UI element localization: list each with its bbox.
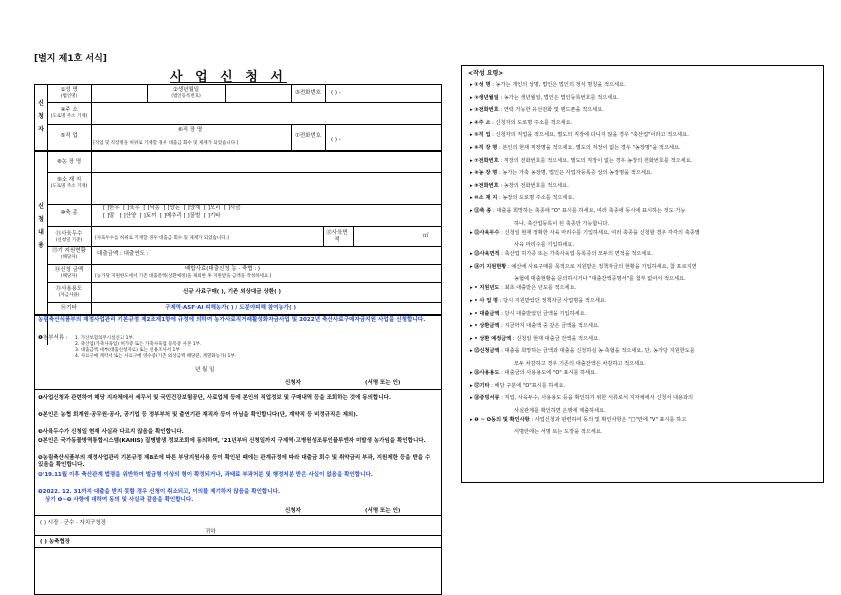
name-label: ①성 명 [60,87,78,93]
guide-item-text: : 농가는 개인의 성명, 법인은 법인의 정식 명칭을 적으세요. [492,82,626,88]
purpose-label: ⑮사용용도 [55,286,83,292]
attachment-item: 2. 축산업(가축사육업) 허가증 또는 가축사육업 등록증 사본 1부. [75,342,202,347]
guide-item [470,347,695,354]
other-label: ⑯기타 [60,305,78,311]
guide-item-text: : 대출을 희망하는 금액과 대출을 신청하실 농·축협을 적으세요, 단, 농가당 지원한도를 [501,348,695,355]
side-char: 신 [38,100,44,107]
guide-item [470,106,604,113]
bullet-icon: ▸ [470,298,475,304]
guide-item [470,81,626,88]
consent-item: ❹본인은 국가동물방역통합시스템(KAHIS) 질병발생 정보조회에 동의하며, '21년부터 신청일까지 구제역·고병원성조류인플루엔자 미발생 농가임을 확인합니다. [38,438,426,444]
guide-item [470,263,697,270]
guide-item-text: : 신청자의 직업을 적으세요, 별도의 직장에 다니지 않을 경우 "축산업"이라고 적으세요. [492,132,689,139]
work-phone-label: ⑦전화번호 [294,133,322,139]
guide-item-text: : 직업, 사육두수, 사용용도 등을 확인하기 위한 서류로서 지자체에서 신청서 내용과의 [501,395,694,402]
guide-item [470,157,692,164]
guide-item-key: ❶ ~ ❻동의 및 확인사항 [474,416,530,423]
guide-item-key: ⑤직 업 [474,132,491,139]
guide-item [470,369,597,376]
guide-item-key: ⑬사육면적 [474,251,500,258]
guide-item-key: ①성 명 [474,82,491,88]
guide-item-text: : 당시 대출받았던 금액을 기입하세요. [501,310,587,317]
phone-value: ( ) - [331,90,341,96]
guide-item [470,94,619,101]
guide-item [470,207,685,214]
guide-item [470,416,686,423]
guide-item-text: : 예산에 사료구매를 목적으로 지원받은 정책자금의 현황을 기입하세요, 참 포로지연 [507,263,697,270]
guide-item [470,229,700,236]
bullet-icon: ▸ [470,132,475,139]
guide-item-text: 농협에 대출현황을 문의하시거나 "대출잔액증명서"를 첨부 없어서 적으세요. [514,276,686,283]
signer-label: 신청자 [285,508,301,514]
consent-summary: 상기 ❶~❼ 사항에 대하여 동의 및 사실과 같음을 확인합니다. [45,497,194,503]
name-sub: (법인명) [60,94,78,99]
support-sub: (해당자) [60,255,78,260]
declaration-text: 농림축산식품부의 재정사업관리 기본규정 제2조제1항에 규정에 의하여 농가사료직거래활성화자금사업 및 2022년 축산사료구매자금지원 사업을 신청합니다. [38,317,426,323]
guide-item-text: : 농가는 생년월일, 법인은 법인등록번호를 적으세요. [500,94,619,101]
purpose-sub: (자금사용) [58,293,80,298]
phone-label: ③전화번호 [294,90,322,96]
side-char: 내 [38,229,44,236]
guide-item-text: : 직장의 전화번호를 적으세요, 별도의 직장이 없는 경우 농장의 전화번호를 적으세요. [500,157,693,164]
guide-item-key: ⑫사육두수 [474,229,500,236]
guide-item [470,297,607,304]
guide-item-text: : 사업신청과 관련하여 동의 및 확인사항은 "□"란에 "V" 표시를 하고 [531,416,687,423]
guide-item [470,310,586,317]
bullet-icon: ▸ [470,251,475,258]
guide-item-key: ⑦전화번호 [474,157,499,164]
guide-item-key: • 사 업 명 [474,298,499,304]
guide-item [470,182,569,189]
signature-field[interactable]: (서명 또는 인) [365,508,401,514]
guide-item [514,220,609,227]
species-label: ⑩축 종 [60,210,78,216]
document-title: 사 업 신 청 서 [170,70,287,85]
address-sub: (도로명 주소 기재) [50,114,88,119]
guide-item [470,144,681,151]
consent-item: ❶사업신청과 관련하여 해당 지자체에서 세무서 및 국민건강보험공단, 사료업체 등에 본인의 직업정보 및 구매내역 등을 조회하는 것에 동의합니다. [38,395,391,401]
bullet-icon: ▸ [470,119,475,126]
bullet-icon: ▸ [470,348,475,355]
consent-item: ❻'19.11월 이후 축산관계 법령을 위반하여 벌금형 이상의 형이 확정되거나, 과태료 부과처분 및 행정처분 받은 사실이 없음을 확인합니다. [38,472,373,478]
side-char: 자 [38,126,44,133]
guide-item [514,407,606,414]
bullet-icon: ▸ [470,335,475,342]
attachments-title: ❶첨부서류 : [38,335,68,341]
attachment-item: 3. 대출금액 세부(대출신청자료) 또는 신용조사서 1부 [75,348,180,353]
guide-item [470,194,574,201]
bullet-icon: ▸ [470,157,475,164]
side-char: 청 [38,216,44,223]
consent-item: ❼2022. 12. 31까지 대출을 받지 못할 경우 신청이 취소되고, 이의를 제기하지 않음을 확인합니다. [38,489,280,495]
guide-item [470,119,572,126]
guide-item-text: : 농가는 가축 농장명, 법인은 사업자등록증 상의 농장명을 적으세요. [498,170,653,177]
guide-item-text: : 당시 지원받았던 정책자금 사업명을 적으세요. [499,298,607,304]
scale-sub: (신청일 기준) [55,238,83,243]
loan-value: 배합사료(대출신청 농 · 축협 : ) [185,266,261,272]
applicant-side-label [37,97,45,136]
guide-item-text: : 최초 대출받은 년도를 적으세요. [501,285,577,292]
guide-item-text: : 본인의 현재 직장명을 적으세요. 별도의 직장이 없는 경우 "농장명"을 적으세요. [498,145,681,151]
other-value[interactable]: 구제역·ASF·AI 피해농가( ) / 도분야피해 참여농가( ) [165,305,297,311]
bullet-icon: ▸ [470,323,475,330]
farm-side-label [37,200,45,252]
location-label: ⑨소 재 지 [56,177,82,183]
guide-item-text: : 대출금의 사용용도에 "O" 표시를 하세요. [501,370,597,376]
guide-item-key: ⑥직 장 명 [474,145,498,151]
form-number-label: [별지 제1호 서식] [34,54,107,64]
guide-item-key: • 상환 예정금액 [474,335,512,342]
application-form [34,84,442,595]
bullet-icon: ▸ [470,229,475,236]
guide-item-key: • 상환금액 [474,323,500,330]
guide-item-text: : 해당 구분에 "O"표시를 하세요. [491,382,566,389]
guide-item-text: : 연락 가능한 유선전화 및 핸드폰을 적으세요. [500,107,604,114]
side-char: 신 [38,203,44,210]
bullet-icon: ▸ [470,416,475,423]
attachment-item: 1. 가산보험의무시설신고 1부. [75,336,135,341]
signer-label: 신청자 [285,380,301,386]
bullet-icon: ▸ [470,145,475,151]
guide-item [470,335,600,342]
work-phone-value: ( ) - [331,137,341,143]
guide-item-key: ②생년월일 [474,94,499,101]
workplace-label: ⑥직 장 명 [177,127,203,133]
bullet-icon: ▸ [470,107,475,114]
guide-item-text: 사육 마리수를 기입하세요. [514,242,575,249]
scale-note: [사육두수를 허위로 기재할 경우 대출금 회수 및 제재가 되었습니다.] [95,236,229,241]
support-value: 대출금액 : 대출연도 : [97,251,149,257]
guide-item [470,394,693,401]
guide-item-key: ⑮신청금액 [474,348,500,355]
guide-item-text: 하나, 축산업등록이 된 축종만 가능합니다. [514,220,610,227]
guide-item-key: • 지원년도 [474,285,500,292]
guide-title: <작성 요령> [468,70,504,77]
guide-item-text: : 농장의 도로명 주소를 적으세요. [498,195,575,202]
side-char: 용 [38,242,44,249]
birth-sub: (법인등록번호) [171,94,201,99]
guide-item-key: • 대출금액 [474,310,500,317]
writing-guide-panel [461,65,824,483]
bullet-icon: ▸ [470,263,475,270]
guide-item [470,322,600,329]
attachment-item: 4. 사료구매 계약서 또는 사료구매 영수증(기존 외상금액 해당분, 계열화농가) 1부. [75,354,237,359]
consent-item: ❷본인은 농협 회계원·공무원·공사, 공기업 등 정부부처 및 출연기관 재직자 등이 아님을 확인합니다(단, 계약직 등 비정규직은 제외). [38,412,358,418]
consent-item: ❺농림축산식품부의 재정사업관리 기본규정 제8조에 따른 부당지원사용 등이 확인된 때에는 관계규정에 따라 대출금 회수 및 취약금리 부과, 지원제한 등을 받을 수 있음을 확인합니다. [38,455,431,468]
bullet-icon: ▸ [470,94,475,101]
bullet-icon: ▸ [470,170,475,177]
guide-item [514,360,646,367]
species-options[interactable]: [ ]한우 [ ]육우 [ ]낙농 [ ]양돈 [ ]양계 [ ]오리 [ ]사슴 [ ]말 [ ]산양 [ ]토끼 [ ]메추리 [ ]꿀벌 [ ]기타 [103,205,241,219]
birth-label: ②생년월일 [172,87,200,93]
area-label: ⑫사육면적 [326,230,348,243]
guide-item [470,169,653,176]
loan-note: [농가당 지원한도에서 기존 대출잔액(상환예정)을 제외한 후 지원받을 금액을 작성하세요.] [95,274,272,279]
guide-item-text: : 신청일 현재 대출금 잔액을 적으세요. [512,335,600,342]
guide-item-key: ④주 소 [474,119,491,126]
consent-item: ❸사육두수가 신청일 현재 사실과 다르지 않음을 확인합니다. [38,429,184,435]
guide-item-key: ⑨전화번호 [474,182,499,189]
guide-item-key: ⑪축 종 [474,208,492,214]
addressee-city: ( ) 시장 · 군수 · 자치구청장 [40,520,107,526]
bullet-icon: ▸ [470,82,475,88]
side-char: 청 [38,113,44,120]
bullet-icon: ▸ [470,182,475,189]
guide-item-text: : 신청자의 도로명 주소를 적으세요. [492,119,573,126]
guide-item-text: : 지금까지 대출액 중 갚은 금액을 적으세요. [501,323,600,330]
guide-item-key: ⑱증빙서류 [474,395,500,402]
loan-label: ⑭신청 금액 [54,267,84,273]
support-label: ⑬기 지원현황 [52,248,86,254]
bullet-icon: ▸ [470,395,475,402]
guide-item-key: ③전화번호 [474,107,499,114]
guide-item-text: : 축산업 허가증 또는 가축사육업 등록증의 모두의 면적을 적으세요. [501,251,654,258]
guide-item [470,284,576,291]
guide-item [514,428,602,435]
loan-sub: (해당자) [60,274,78,279]
guide-item [470,131,689,138]
addressee-suffix: 귀하 [205,529,216,535]
addressee-coop: ( ) 농축협장 [40,539,71,545]
guide-item [470,250,653,257]
guide-item-key: ⑰기타 [474,382,490,389]
guide-item-text: : 신청일 현재 정확한 사육 마리수를 기입하세요, 여러 축종을 신청할 경우 각각의 축종별 [501,229,700,236]
bullet-icon: ▸ [470,285,475,292]
guide-item-key: ⑯사용용도 [474,370,500,376]
bullet-icon: ▸ [470,195,475,202]
guide-item-text: 서명란에는 서명 또는 도장을 적으세요. [514,429,603,436]
bullet-icon: ▸ [470,382,475,389]
guide-item-text: 사실관계를 확인하면 은행에 제출하세요. [514,407,606,414]
scale-label: ⑪사육두수 [55,231,83,237]
job-label: ⑤직 업 [60,133,78,139]
guide-item-text: : 대출을 희망하는 축종에 "O" 표시를 하세요, 여러 축종에 동시에 표시하는 것도 가능 [492,208,686,214]
purpose-value[interactable]: 신규 사료구매( ), 기존 외상대금 상환( ) [183,289,282,295]
bullet-icon: ▸ [470,208,475,214]
signature-field[interactable]: (서명 또는 인) [365,380,401,386]
guide-item [514,275,686,282]
guide-item [470,382,565,389]
bullet-icon: ▸ [470,310,475,317]
farm-name-label: ⑧농 장 명 [56,159,82,165]
guide-item-key: ⑭기 지원현황 [474,263,507,270]
address-label: ④주 소 [60,107,78,113]
job-note: [직업 및 직장명을 허위로 기재할 경우 대출금 회수 및 제재가 되었습니다.] [93,141,239,146]
date-label: 년 월 일 [195,367,215,373]
area-unit: ㎡ [423,233,429,239]
guide-item-key: ⑩소 재 지 [474,195,498,202]
guide-item-text: 모두 차감하고 경우 기존의 대출잔액은 차감하고 적으세요. [514,361,646,367]
location-sub: (도로명 주소 기재) [50,184,88,189]
guide-item-key: ⑧농 장 명 [474,170,498,177]
bullet-icon: ▸ [470,370,475,376]
guide-item-text: : 농장의 전화번호를 적으세요. [500,182,569,189]
guide-item [514,241,574,248]
